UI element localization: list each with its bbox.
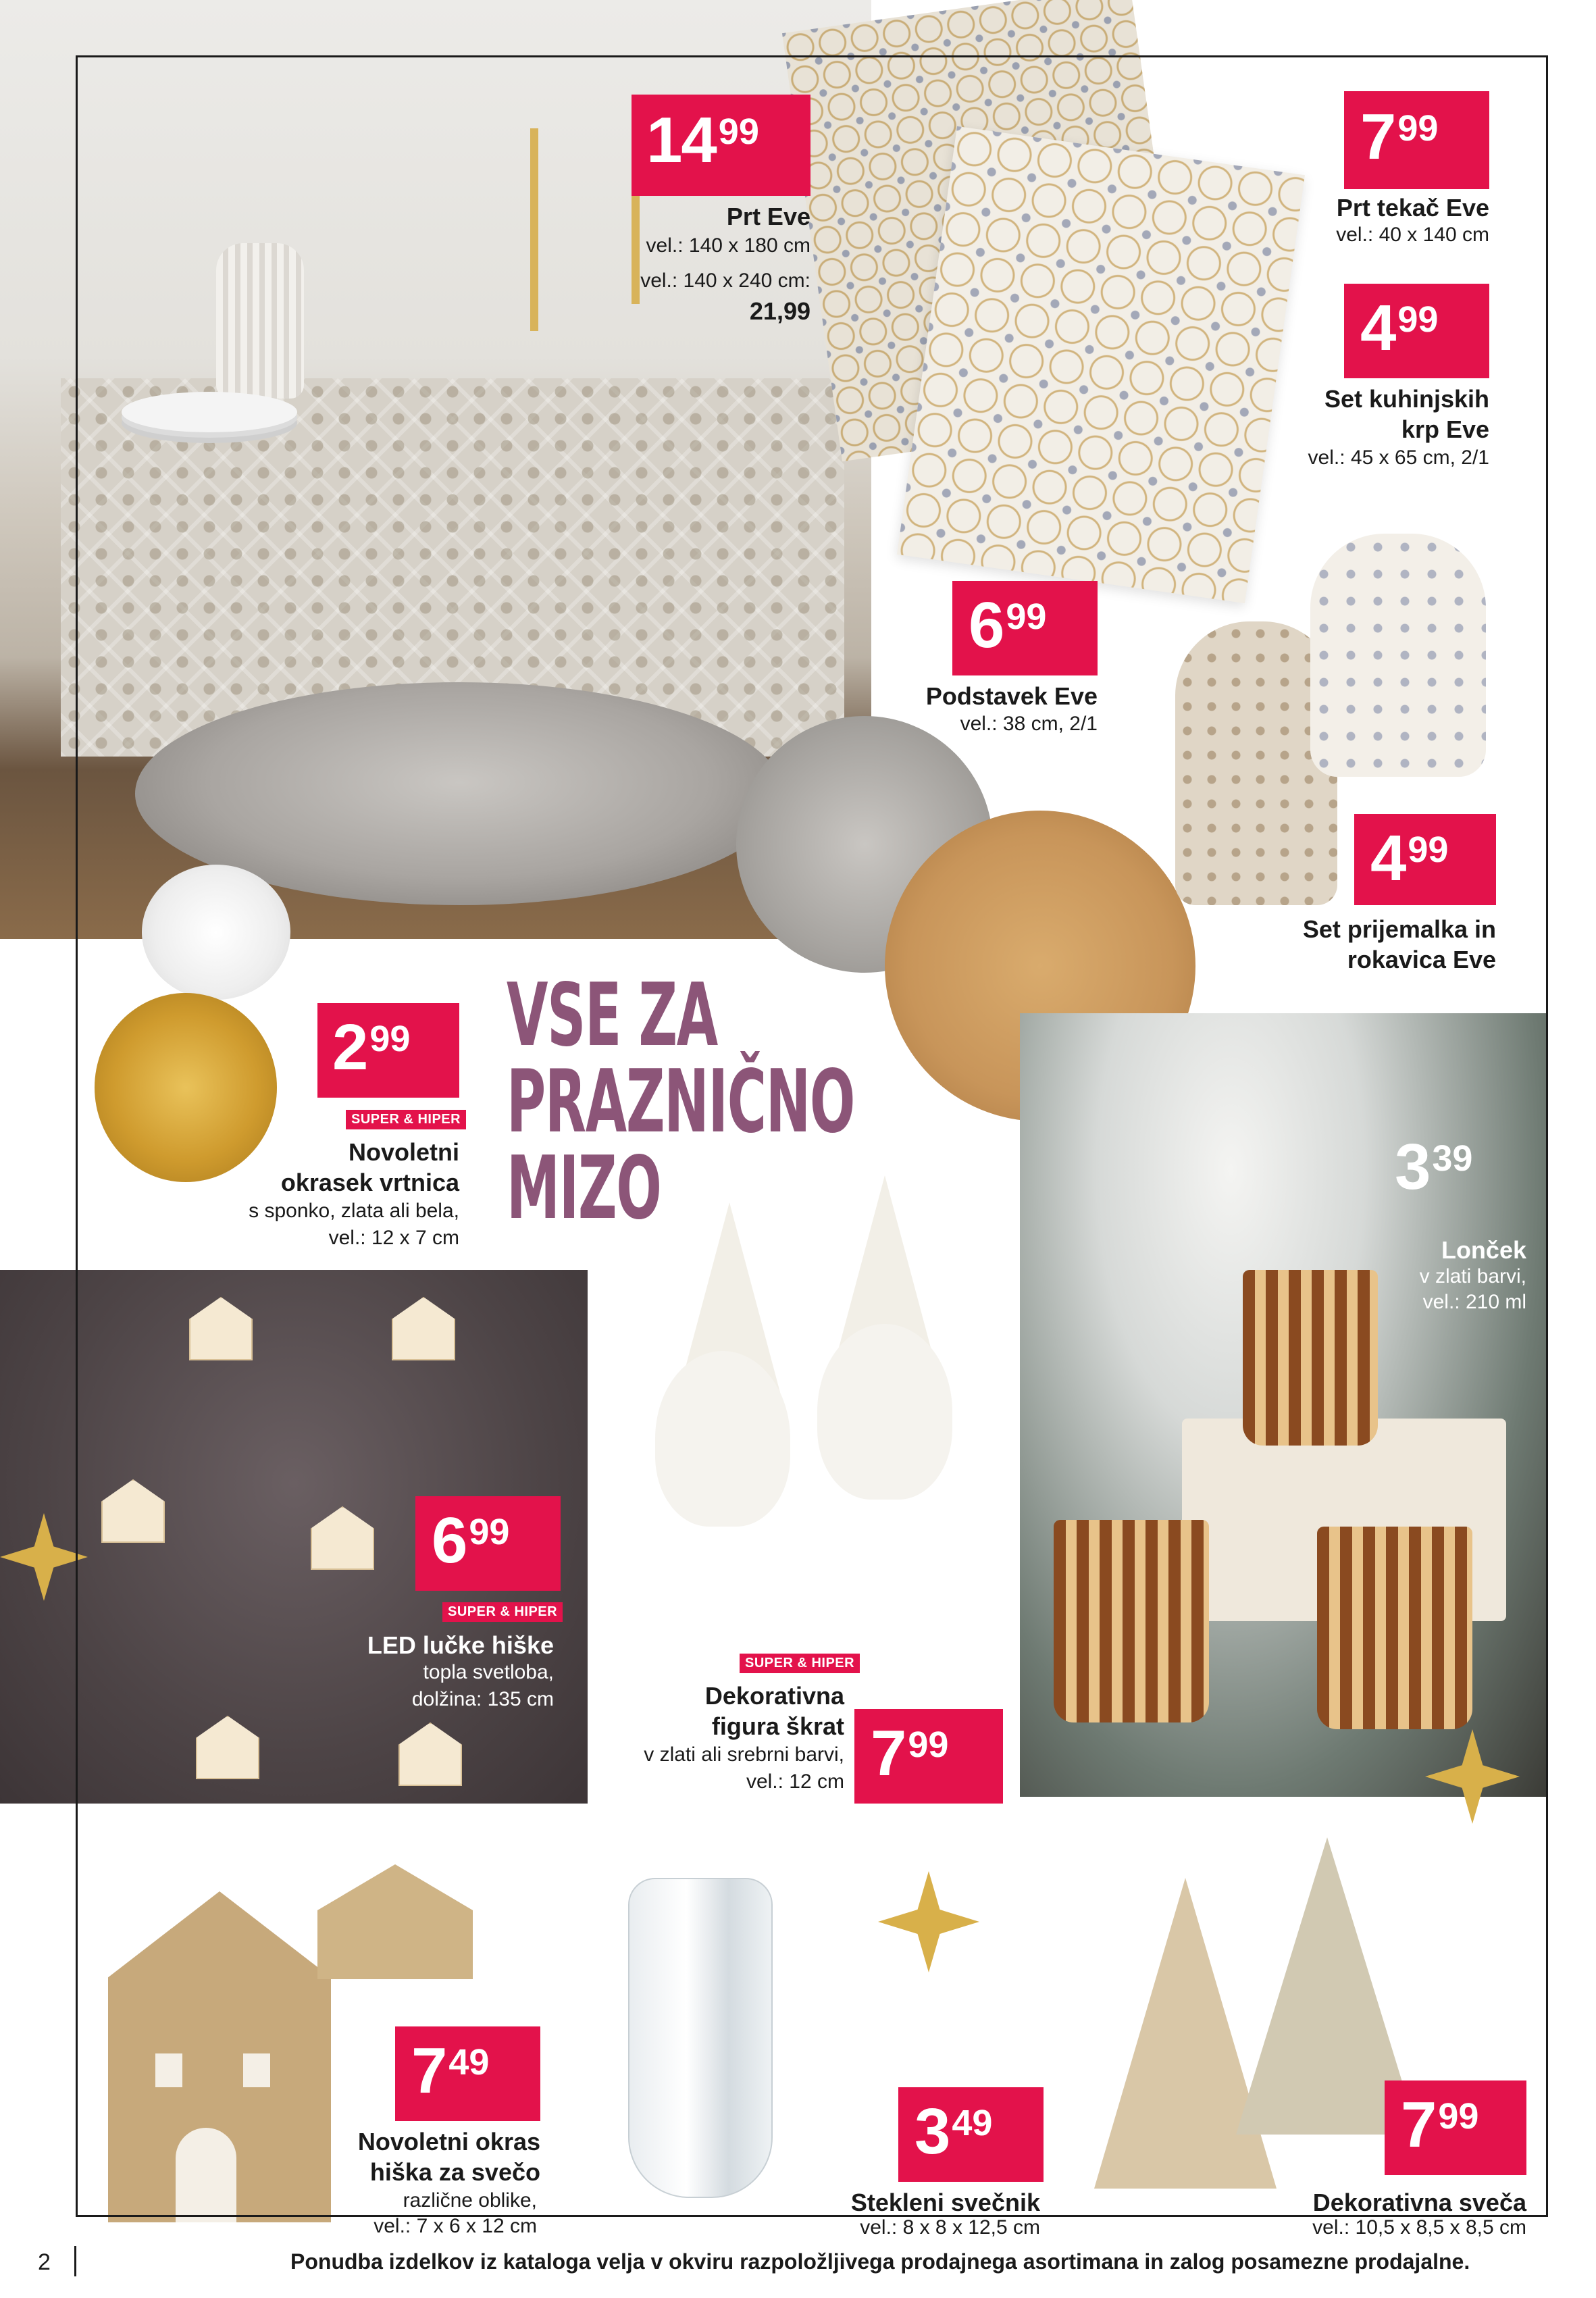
headline-line: PRAZNIČNO <box>507 1052 855 1152</box>
price-integer: 7 <box>411 2035 446 2107</box>
price-decimal: 99 <box>1408 829 1449 870</box>
product-name: Set kuhinjskih <box>1324 385 1489 413</box>
price-integer: 7 <box>1401 2089 1436 2161</box>
product-name: Lonček <box>1441 1236 1526 1264</box>
price-decimal: 49 <box>952 2103 993 2143</box>
price-tag <box>1344 284 1489 378</box>
super-hiper-badge: SUPER & HIPER <box>740 1654 860 1673</box>
product-name: Novoletni <box>348 1138 459 1166</box>
price-decimal: 99 <box>718 111 759 152</box>
price-integer: 4 <box>1360 292 1395 364</box>
price-integer: 14 <box>646 104 716 176</box>
product-size: vel.: 10,5 x 8,5 x 8,5 cm <box>1312 2216 1526 2239</box>
product-name: Set prijemalka in <box>1302 915 1496 943</box>
super-hiper-badge: SUPER & HIPER <box>442 1602 563 1622</box>
product-size: vel.: 45 x 65 cm, 2/1 <box>1308 446 1489 469</box>
price-integer: 3 <box>915 2095 950 2168</box>
product-name: rokavica Eve <box>1347 946 1496 973</box>
price-tag <box>1354 814 1496 905</box>
headline <box>507 965 855 1239</box>
product-name: Prt tekač Eve <box>1336 194 1489 222</box>
product-size: vel.: 7 x 6 x 12 cm <box>374 2215 537 2237</box>
price-tag <box>632 95 810 196</box>
footer-disclaimer: Ponudba izdelkov iz kataloga velja v okviru razpoložljivega prodajnega asortimana in zalog posamezne prodajalne. <box>290 2249 1470 2274</box>
product-size: vel.: 38 cm, 2/1 <box>960 713 1098 735</box>
product-size: vel.: 140 x 180 cm <box>646 234 810 257</box>
product-name: LED lučke hiške <box>367 1631 554 1659</box>
product-size: v zlati ali srebrni barvi, <box>644 1743 844 1766</box>
price-decimal: 99 <box>1397 108 1439 149</box>
page-number-divider <box>74 2246 76 2276</box>
product-size: dolžina: 135 cm <box>411 1688 554 1710</box>
product-name: Stekleni svečnik <box>850 2189 1040 2216</box>
price-integer: 7 <box>871 1717 906 1789</box>
product-name: Podstavek Eve <box>925 682 1098 710</box>
price-integer: 6 <box>969 589 1004 661</box>
product-name: Dekorativna <box>704 1682 844 1710</box>
product-size: v zlati barvi, <box>1419 1265 1526 1287</box>
super-hiper-badge: SUPER & HIPER <box>346 1110 466 1129</box>
price-tag <box>1395 1131 1537 1229</box>
price-integer: 7 <box>1360 101 1395 173</box>
product-size: vel.: 12 x 7 cm <box>328 1227 459 1249</box>
product-size: vel.: 12 cm <box>746 1770 844 1793</box>
product-size: različne oblike, <box>403 2189 537 2212</box>
product-name: figura škrat <box>711 1712 844 1740</box>
product-size: s sponko, zlata ali bela, <box>249 1200 459 1222</box>
price-integer: 6 <box>432 1504 467 1577</box>
product-name: Novoletni okras <box>357 2128 540 2155</box>
product-extra-price: 21,99 <box>749 297 810 325</box>
headline-line: MIZO <box>507 1138 661 1239</box>
price-tag <box>1385 2080 1526 2175</box>
product-size: vel.: 210 ml <box>1422 1291 1526 1313</box>
product-size: vel.: 140 x 240 cm: <box>640 270 810 292</box>
price-decimal: 99 <box>469 1512 510 1552</box>
price-tag <box>317 1003 459 1098</box>
page-number: 2 <box>38 2249 51 2275</box>
price-tag <box>854 1709 1003 1804</box>
product-name: Dekorativna sveča <box>1312 2189 1526 2216</box>
product-size: vel.: 8 x 8 x 12,5 cm <box>860 2216 1040 2239</box>
price-integer: 3 <box>1395 1131 1430 1203</box>
price-integer: 4 <box>1370 822 1406 894</box>
price-decimal: 99 <box>1006 596 1047 637</box>
product-name: okrasek vrtnica <box>280 1169 459 1196</box>
product-name: krp Eve <box>1401 415 1489 443</box>
price-tag <box>898 2087 1044 2182</box>
price-integer: 2 <box>332 1011 367 1083</box>
price-tag <box>415 1496 561 1591</box>
price-decimal: 99 <box>369 1019 411 1059</box>
product-size: vel.: 40 x 140 cm <box>1336 224 1489 246</box>
price-decimal: 99 <box>1397 299 1439 340</box>
price-decimal: 99 <box>908 1725 949 1765</box>
price-tag <box>952 581 1098 675</box>
price-decimal: 99 <box>1438 2096 1479 2137</box>
product-name: hiška za svečo <box>369 2158 540 2186</box>
price-tag <box>1344 91 1489 189</box>
price-tag <box>395 2026 540 2121</box>
product-name: Prt Eve <box>726 203 810 230</box>
price-decimal: 39 <box>1432 1138 1473 1179</box>
product-size: topla svetloba, <box>423 1661 554 1683</box>
headline-line: VSE ZA <box>507 965 717 1066</box>
price-decimal: 49 <box>448 2042 490 2083</box>
